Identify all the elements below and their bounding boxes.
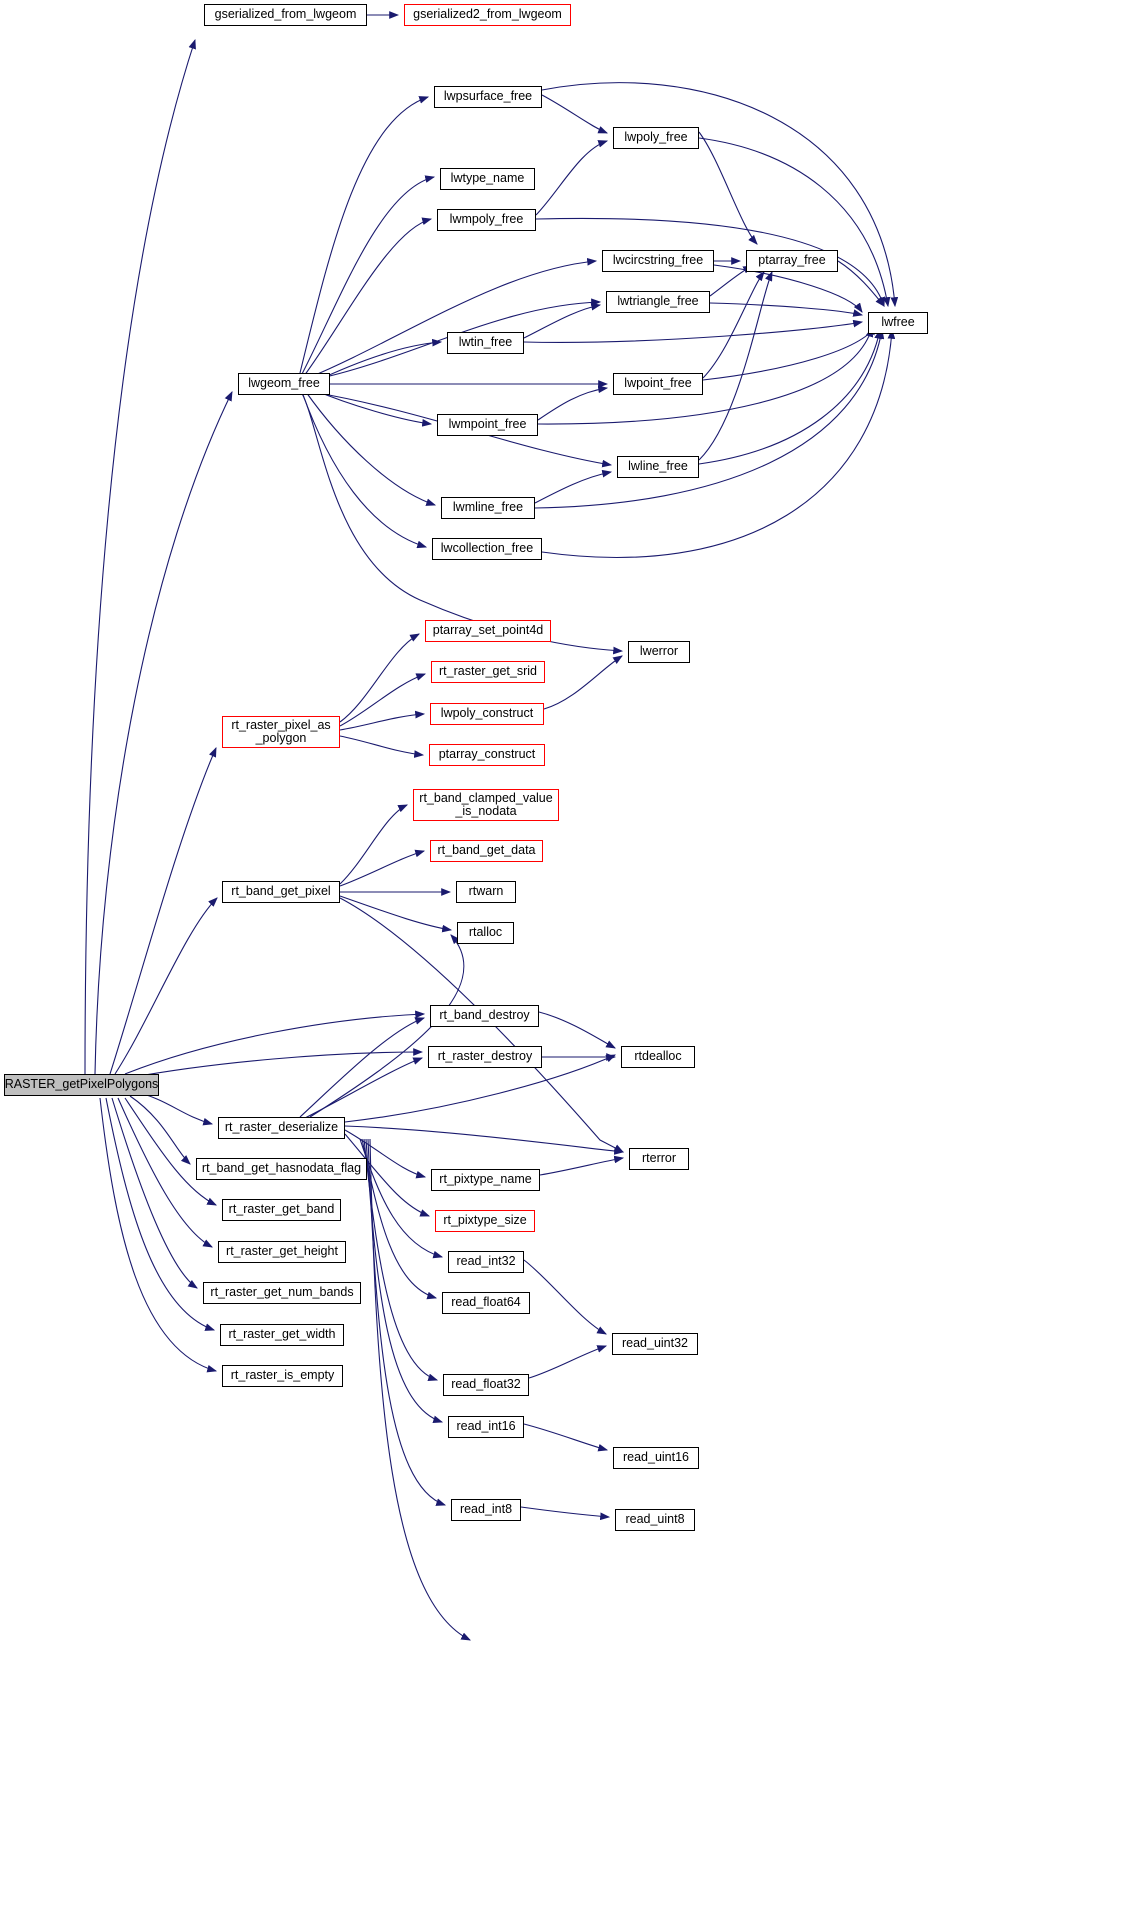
node-rt-band-get-pixel[interactable]: rt_band_get_pixel [222, 881, 340, 903]
node-lwpoly-construct[interactable]: lwpoly_construct [430, 703, 544, 725]
node-read-uint16[interactable]: read_uint16 [613, 1447, 699, 1469]
node-ptarray-free[interactable]: ptarray_free [746, 250, 838, 272]
node-lwpsurface-free[interactable]: lwpsurface_free [434, 86, 542, 108]
node-lwpoint-free[interactable]: lwpoint_free [613, 373, 703, 395]
node-raster-getpixelpolygons[interactable]: RASTER_getPixelPolygons [4, 1074, 159, 1096]
node-rt-raster-get-height[interactable]: rt_raster_get_height [218, 1241, 346, 1263]
node-lwerror[interactable]: lwerror [628, 641, 690, 663]
node-rt-raster-get-band[interactable]: rt_raster_get_band [222, 1199, 341, 1221]
node-lwtin-free[interactable]: lwtin_free [447, 332, 524, 354]
node-rt-raster-get-num-bands[interactable]: rt_raster_get_num_bands [203, 1282, 361, 1304]
node-ptarray-set-point4d[interactable]: ptarray_set_point4d [425, 620, 551, 642]
node-gserialized-from-lwgeom[interactable]: gserialized_from_lwgeom [204, 4, 367, 26]
node-read-int8[interactable]: read_int8 [451, 1499, 521, 1521]
node-lwtype-name[interactable]: lwtype_name [440, 168, 535, 190]
node-read-uint32[interactable]: read_uint32 [612, 1333, 698, 1355]
node-lwmpoint-free[interactable]: lwmpoint_free [437, 414, 538, 436]
node-lwcollection-free[interactable]: lwcollection_free [432, 538, 542, 560]
node-rt-raster-get-srid[interactable]: rt_raster_get_srid [431, 661, 545, 683]
node-ptarray-construct[interactable]: ptarray_construct [429, 744, 545, 766]
node-lwfree[interactable]: lwfree [868, 312, 928, 334]
node-read-float64[interactable]: read_float64 [442, 1292, 530, 1314]
node-rterror[interactable]: rterror [629, 1148, 689, 1170]
node-rt-pixtype-name[interactable]: rt_pixtype_name [431, 1169, 540, 1191]
node-rt-pixtype-size[interactable]: rt_pixtype_size [435, 1210, 535, 1232]
node-rt-raster-destroy[interactable]: rt_raster_destroy [428, 1046, 542, 1068]
node-read-uint8[interactable]: read_uint8 [615, 1509, 695, 1531]
node-rt-band-destroy[interactable]: rt_band_destroy [430, 1005, 539, 1027]
node-lwtriangle-free[interactable]: lwtriangle_free [606, 291, 710, 313]
node-rtwarn[interactable]: rtwarn [456, 881, 516, 903]
node-lwmpoly-free[interactable]: lwmpoly_free [437, 209, 536, 231]
node-lwgeom-free[interactable]: lwgeom_free [238, 373, 330, 395]
node-rt-band-get-data[interactable]: rt_band_get_data [430, 840, 543, 862]
node-read-int16[interactable]: read_int16 [448, 1416, 524, 1438]
node-read-float32[interactable]: read_float32 [443, 1374, 529, 1396]
node-lwmline-free[interactable]: lwmline_free [441, 497, 535, 519]
node-rt-band-clamped-value-is-nodata[interactable]: rt_band_clamped_value _is_nodata [413, 789, 559, 821]
node-rtalloc[interactable]: rtalloc [457, 922, 514, 944]
node-rt-raster-is-empty[interactable]: rt_raster_is_empty [222, 1365, 343, 1387]
node-rtdealloc[interactable]: rtdealloc [621, 1046, 695, 1068]
node-rt-raster-deserialize[interactable]: rt_raster_deserialize [218, 1117, 345, 1139]
node-lwpoly-free[interactable]: lwpoly_free [613, 127, 699, 149]
node-lwline-free[interactable]: lwline_free [617, 456, 699, 478]
node-gserialized2-from-lwgeom[interactable]: gserialized2_from_lwgeom [404, 4, 571, 26]
node-rt-band-get-hasnodata-flag[interactable]: rt_band_get_hasnodata_flag [196, 1158, 367, 1180]
node-rt-raster-get-width[interactable]: rt_raster_get_width [220, 1324, 344, 1346]
node-lwcircstring-free[interactable]: lwcircstring_free [602, 250, 714, 272]
node-read-int32[interactable]: read_int32 [448, 1251, 524, 1273]
node-rt-raster-pixel-as-polygon[interactable]: rt_raster_pixel_as _polygon [222, 716, 340, 748]
